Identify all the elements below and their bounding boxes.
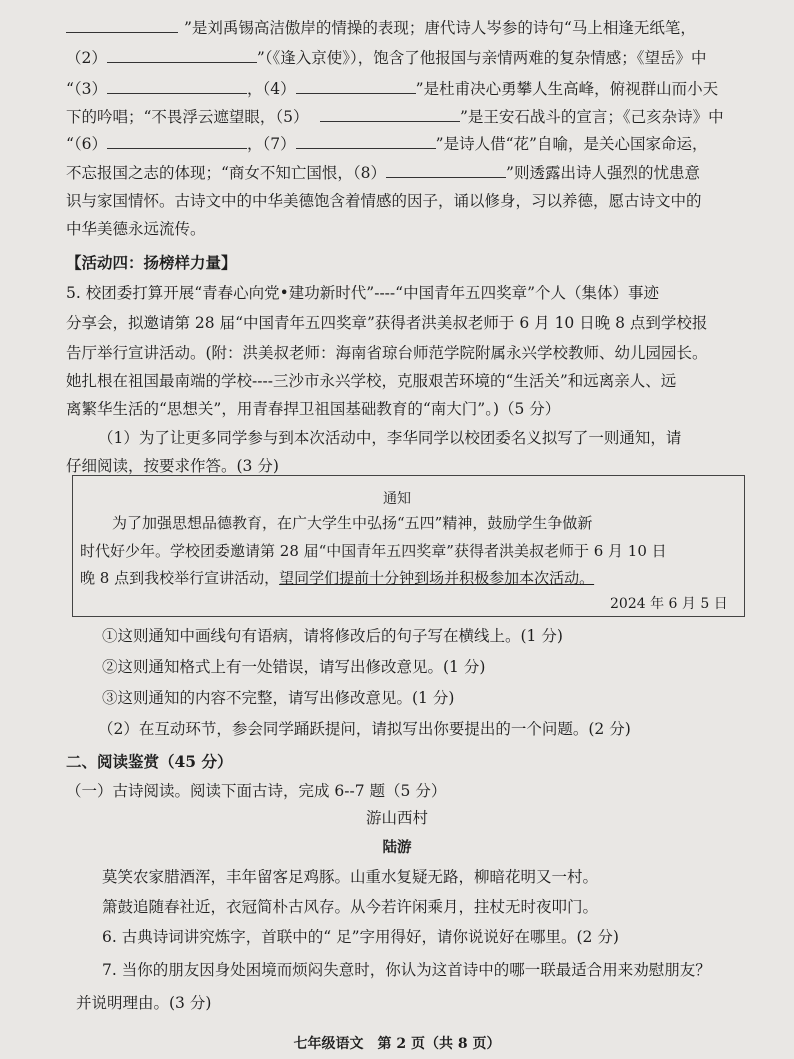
q5-line-1: 5. 校团委打算开展“青春心向党•建功新时代”----“中国青年五四奖章”个人（集体）事迹 xyxy=(66,284,660,302)
q5-2: （2）在互动环节，参会同学踊跃提问，请拟写出你要提出的一个问题。(2 分) xyxy=(98,720,631,738)
notice-line-1: 为了加强思想品德教育，在广大学生中弘扬“五四”精神，鼓励学生争做新 xyxy=(112,514,593,532)
q7-line-2: 并说明理由。(3 分) xyxy=(76,994,212,1012)
passage-line-6: 不忘报国之志的体现；“商女不知亡国恨，（8） ”则透露出诗人强烈的忧患意 xyxy=(66,164,700,182)
passage-line-4: 下的吟唱；“不畏浮云遮望眼，（5） xyxy=(66,108,309,126)
section2-sub1: （一）古诗阅读。阅读下面古诗，完成 6--7 题（5 分） xyxy=(66,782,447,800)
q5-line-4: 她扎根在祖国最南端的学校----三沙市永兴学校，克服艰苦环境的“生活关”和远离亲人、远 xyxy=(66,372,677,390)
answer-blank-5[interactable] xyxy=(320,107,460,122)
answer-blank-8[interactable] xyxy=(386,163,506,178)
q5-line-5: 离繁华生活的“思想关”，用青春捍卫祖国基础教育的“南大门”。)（5 分） xyxy=(66,400,561,418)
page-footer: 七年级语文 第 2 页（共 8 页） xyxy=(293,1036,501,1052)
q5-line-3: 告厅举行宣讲活动。(附：洪美叔老师：海南省琼台师范学院附属永兴学校教师、幼儿园园长。 xyxy=(66,344,708,362)
passage-line-2: （2） ”（《逢入京使》），饱含了他报国与亲情两难的复杂情感；《望岳》中 xyxy=(66,49,707,67)
q5-1-line-2: 仔细阅读，按要求作答。(3 分) xyxy=(66,457,279,475)
passage-line-5: “（6） ，（7） ”是诗人借“花”自喻，是关心国家命运， xyxy=(66,135,708,153)
answer-blank-2[interactable] xyxy=(107,48,257,63)
q6: 6. 古典诗词讲究炼字，首联中的“ 足”字用得好，请你说说好在哪里。(2 分) xyxy=(102,928,619,946)
q5-1-sub-3: ③这则通知的内容不完整，请写出修改意见。(1 分) xyxy=(102,689,455,707)
passage-line-4b: ”是王安石战斗的宣言；《己亥杂诗》中 xyxy=(320,107,724,127)
passage-line-7: 识与家国情怀。古诗文中的中华美德饱含着情感的因子，诵以修身，习以养德，愿古诗文中的 xyxy=(66,192,702,210)
answer-blank-4[interactable] xyxy=(296,79,416,94)
notice-line-2: 时代好少年。学校团委邀请第 28 届“中国青年五四奖章”获得者洪美叔老师于 6 月 10 日 xyxy=(80,542,667,560)
poem-author: 陆游 xyxy=(382,839,412,856)
q7-line-1: 7. 当你的朋友因身处困境而烦闷失意时，你认为这首诗中的哪一联最适合用来劝慰朋友？ xyxy=(102,961,711,979)
notice-line-3: 晚 8 点到我校举行宣讲活动，望同学们提前十分钟到场并积极参加本次活动。 xyxy=(80,569,595,587)
q5-1-sub-2: ②这则通知格式上有一处错误，请写出修改意见。(1 分) xyxy=(102,658,486,676)
notice-date: 2024 年 6 月 5 日 xyxy=(610,596,728,612)
passage-line-3: “（3） ，（4） ”是杜甫决心勇攀人生高峰，俯视群山而小天 xyxy=(66,80,719,98)
notice-title: 通知 xyxy=(383,491,411,507)
poem-line-1: 莫笑农家腊酒浑，丰年留客足鸡豚。山重水复疑无路，柳暗花明又一村。 xyxy=(102,868,599,886)
answer-blank-6[interactable] xyxy=(107,134,247,149)
section2-title: 二、阅读鉴赏（45 分） xyxy=(66,752,233,771)
q5-1-line-1: （1）为了让更多同学参与到本次活动中，李华同学以校团委名义拟写了一则通知，请 xyxy=(98,429,682,447)
passage-line-8: 中华美德永远流传。 xyxy=(66,220,206,238)
poem-title: 游山西村 xyxy=(365,809,428,827)
passage-line-1: ”是刘禹锡高洁傲岸的情操的表现；唐代诗人岑参的诗句“马上相逢无纸笔， xyxy=(66,18,696,38)
answer-blank-7[interactable] xyxy=(296,134,436,149)
poem-line-2: 箫鼓追随春社近，衣冠简朴古风存。从今若许闲乘月，拄杖无时夜叩门。 xyxy=(102,898,599,916)
answer-blank-3[interactable] xyxy=(107,79,247,94)
underlined-sentence: 望同学们提前十分钟到场并积极参加本次活动。 xyxy=(279,569,595,587)
activity4-title: 【活动四：扬榜样力量】 xyxy=(66,253,237,272)
q5-line-2: 分享会，拟邀请第 28 届“中国青年五四奖章”获得者洪美叔老师于 6 月 10 日晚 8 点到学校报 xyxy=(66,314,708,332)
answer-blank-1[interactable] xyxy=(66,18,178,33)
q5-1-sub-1: ①这则通知中画线句有语病，请将修改后的句子写在横线上。(1 分) xyxy=(102,627,563,645)
